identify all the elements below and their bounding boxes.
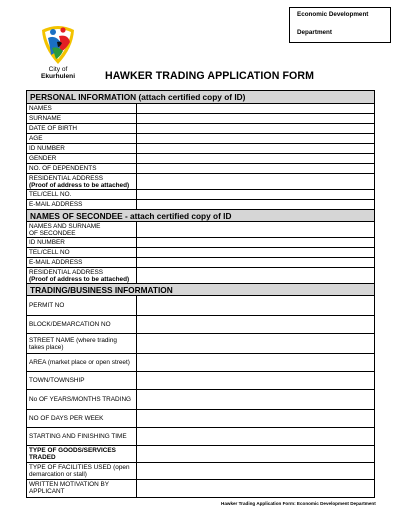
field-input[interactable] — [137, 428, 374, 445]
field-input[interactable] — [137, 316, 374, 333]
section-header-secondee: NAMES OF SECONDEE - attach certified copy of ID — [27, 209, 374, 221]
field-row-email — [27, 199, 374, 209]
field-label: STREET NAME (where trading takes place) — [27, 334, 137, 353]
field-label: DATE OF BIRTH — [27, 124, 137, 133]
field-row-tel — [27, 189, 374, 199]
field-input[interactable] — [137, 334, 374, 353]
logo-caption-line-1: City of — [48, 66, 68, 73]
field-row-id — [27, 143, 374, 153]
field-row-goods — [27, 445, 374, 462]
field-input[interactable] — [137, 238, 374, 247]
field-input[interactable] — [137, 104, 374, 113]
field-row-facilities — [27, 462, 374, 479]
field-label: STARTING AND FINISHING TIME — [27, 428, 137, 445]
field-label: No OF YEARS/MONTHS TRADING — [27, 390, 137, 409]
field-label: TYPE OF GOODS/SERVICES TRADED — [27, 446, 137, 462]
field-input[interactable] — [137, 164, 374, 173]
field-label: AGE — [27, 134, 137, 143]
field-input[interactable] — [137, 258, 374, 267]
field-input[interactable] — [137, 296, 374, 315]
field-row-permit — [27, 295, 374, 315]
field-label: NO OF DAYS PER WEEK — [27, 410, 137, 427]
field-row-days-per-week — [27, 409, 374, 427]
logo-caption-line-2: Ekurhuleni — [40, 73, 76, 80]
field-input[interactable] — [137, 268, 374, 283]
field-row-residential-address — [27, 173, 374, 189]
field-row-town — [27, 371, 374, 389]
department-line-1: Economic Development — [297, 11, 369, 18]
form-title: HAWKER TRADING APPLICATION FORM — [105, 70, 315, 82]
field-row-secondee-tel — [27, 247, 374, 257]
field-label: E-MAIL ADDRESS — [27, 258, 137, 267]
field-input[interactable] — [137, 124, 374, 133]
field-input[interactable] — [137, 222, 374, 237]
field-label: SURNAME — [27, 114, 137, 123]
field-label: BLOCK/DEMARCATION NO — [27, 316, 137, 333]
field-row-names — [27, 103, 374, 113]
field-label: ID NUMBER — [27, 144, 137, 153]
field-input[interactable] — [137, 248, 374, 257]
field-input[interactable] — [137, 372, 374, 389]
field-input[interactable] — [137, 480, 374, 497]
field-row-gender — [27, 153, 374, 163]
field-input[interactable] — [137, 410, 374, 427]
field-row-area — [27, 353, 374, 371]
field-label: PERMIT NO — [27, 296, 137, 315]
field-label: AREA (market place or open street) — [27, 354, 137, 371]
field-row-block — [27, 315, 374, 333]
field-label: ID NUMBER — [27, 238, 137, 247]
field-input[interactable] — [137, 390, 374, 409]
field-input[interactable] — [137, 190, 374, 199]
field-input[interactable] — [137, 114, 374, 123]
application-form-table — [26, 90, 375, 498]
field-row-dob — [27, 123, 374, 133]
field-input[interactable] — [137, 200, 374, 209]
field-label: WRITTEN MOTIVATION BY APPLICANT — [27, 480, 137, 497]
section-header-personal: PERSONAL INFORMATION (attach certified copy of ID) — [27, 91, 374, 103]
field-input[interactable] — [137, 463, 374, 479]
field-label: GENDER — [27, 154, 137, 163]
field-label: RESIDENTIAL ADDRESS (Proof of address to be attached) — [27, 174, 137, 189]
field-row-surname — [27, 113, 374, 123]
field-label: RESIDENTIAL ADDRESS (Proof of address to be attached) — [27, 268, 137, 283]
field-row-street — [27, 333, 374, 353]
section-header-trading: TRADING/BUSINESS INFORMATION — [27, 283, 374, 295]
department-box — [289, 7, 391, 43]
field-input[interactable] — [137, 446, 374, 462]
field-row-dependents — [27, 163, 374, 173]
field-row-age — [27, 133, 374, 143]
logo-caption — [38, 66, 78, 80]
field-row-secondee-names — [27, 221, 374, 237]
field-label: NAMES — [27, 104, 137, 113]
field-label: TEL/CELL NO. — [27, 190, 137, 199]
field-label: TOWN/TOWNSHIP — [27, 372, 137, 389]
field-row-secondee-id — [27, 237, 374, 247]
field-label: NAMES AND SURNAME OF SECONDEE — [27, 222, 137, 237]
field-label: TYPE OF FACILITIES USED (open demarcation or stall) — [27, 463, 137, 479]
page-footer: Hawker Trading Application Form: Economic Development Department — [221, 501, 376, 506]
field-row-secondee-address — [27, 267, 374, 283]
field-row-times — [27, 427, 374, 445]
field-label: NO. OF DEPENDENTS — [27, 164, 137, 173]
department-line-2: Department — [297, 29, 332, 37]
field-input[interactable] — [137, 354, 374, 371]
field-input[interactable] — [137, 154, 374, 163]
field-input[interactable] — [137, 134, 374, 143]
field-row-years-trading — [27, 389, 374, 409]
field-label: TEL/CELL NO — [27, 248, 137, 257]
field-label: E-MAIL ADDRESS — [27, 200, 137, 209]
field-row-motivation — [27, 479, 374, 497]
field-input[interactable] — [137, 144, 374, 153]
field-input[interactable] — [137, 174, 374, 189]
field-row-secondee-email — [27, 257, 374, 267]
